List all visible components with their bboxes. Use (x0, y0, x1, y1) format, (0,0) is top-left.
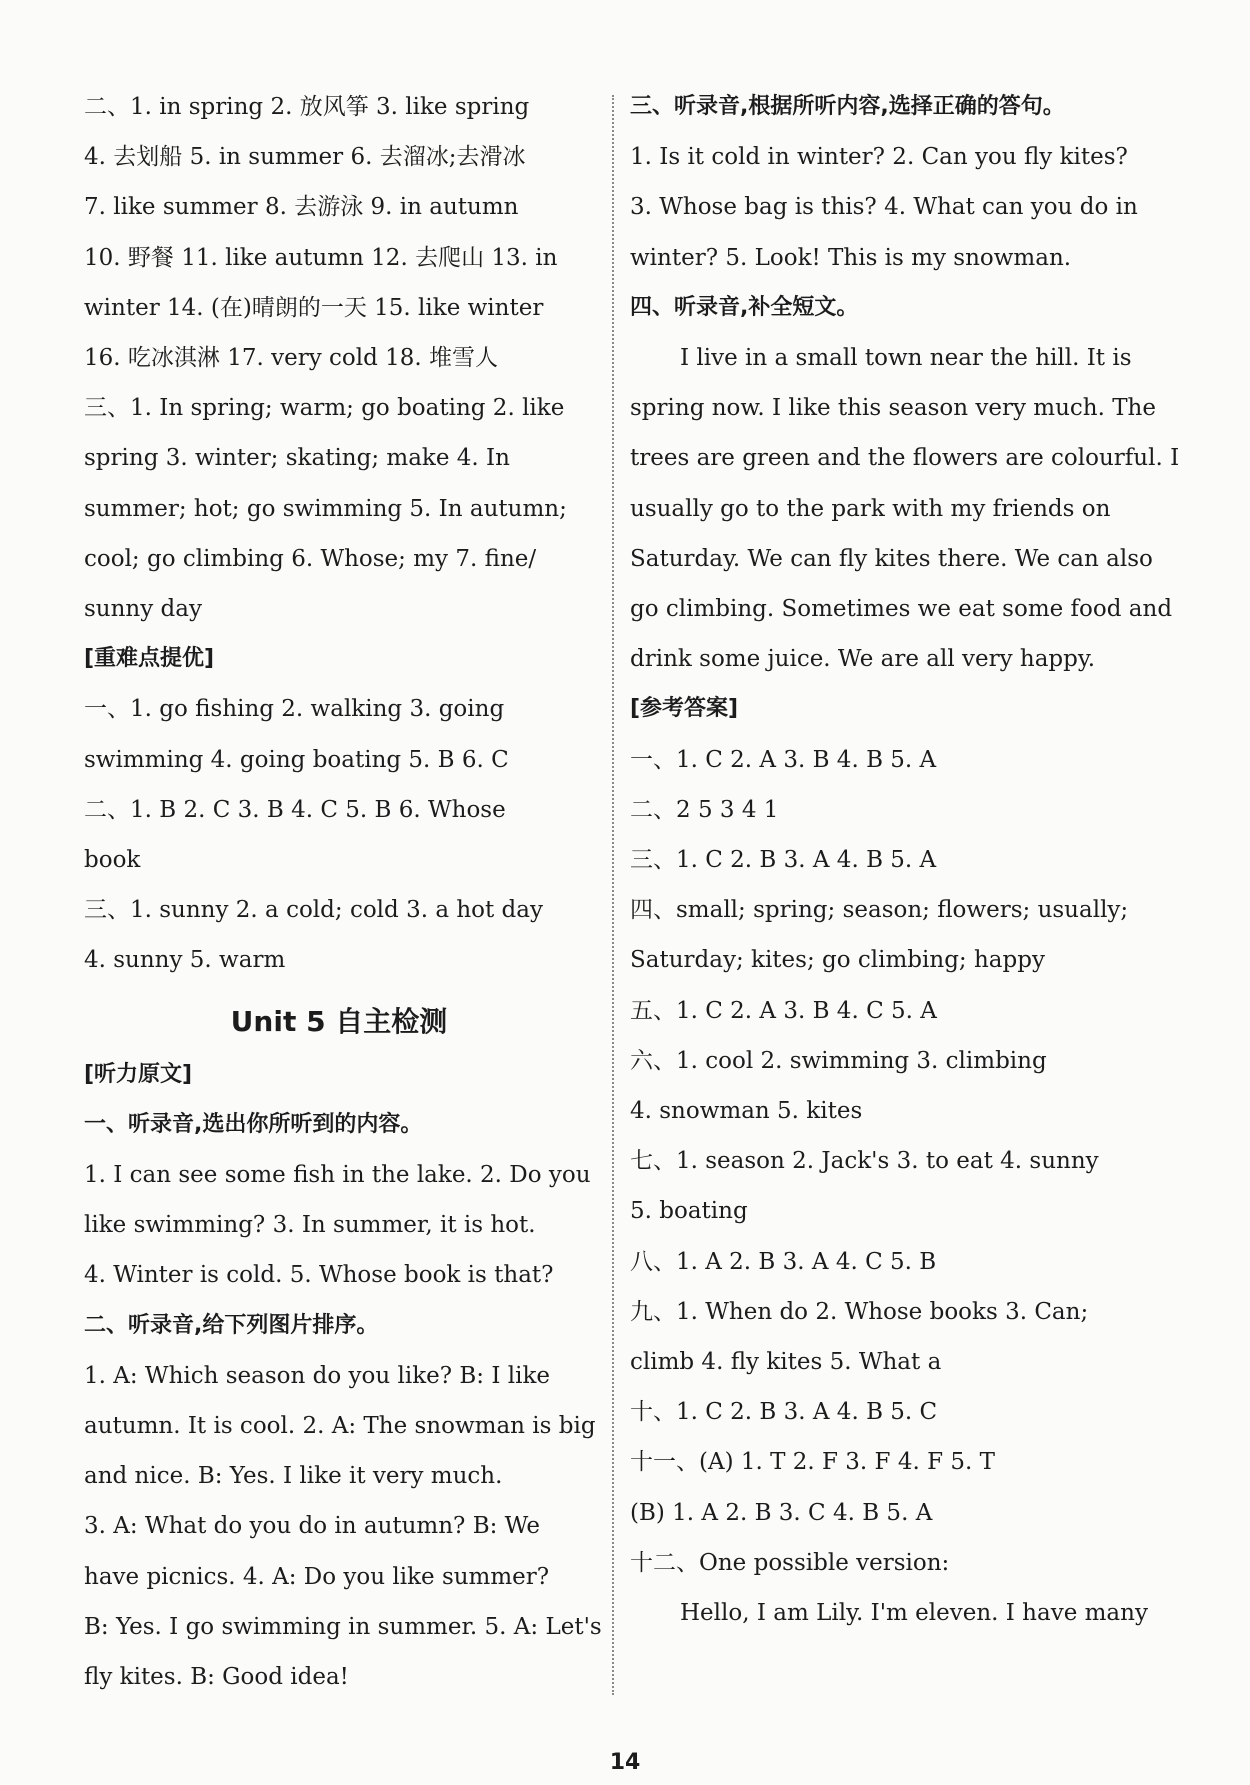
text-line: 十、1. C 2. B 3. A 4. B 5. C (630, 1399, 938, 1426)
section-heading: [重难点提优] (84, 646, 215, 672)
text-line: 十一、(A) 1. T 2. F 3. F 4. F 5. T (630, 1449, 995, 1476)
text-line: 九、1. When do 2. Whose books 3. Can; (630, 1298, 1089, 1325)
text-line: 二、1. B 2. C 3. B 4. C 5. B 6. Whose (84, 796, 506, 823)
text-line: book (84, 847, 141, 874)
text-line: swimming 4. going boating 5. B 6. C (84, 746, 509, 773)
unit-title: Unit 5 自主检测 (230, 1004, 448, 1038)
column-divider (612, 95, 614, 1695)
text-line: 1. A: Which season do you like? B: I like (84, 1362, 551, 1389)
text-line: 4. snowman 5. kites (630, 1098, 863, 1125)
text-line: spring now. I like this season very much. The (630, 395, 1156, 422)
text-line: drink some juice. We are all very happy. (630, 646, 1096, 673)
section-heading: [参考答案] (630, 696, 739, 722)
text-line: 五、1. C 2. A 3. B 4. C 5. A (630, 997, 937, 1024)
text-line: 4. 去划船 5. in summer 6. 去溜冰;去滑冰 (84, 144, 526, 171)
left-column (84, 82, 602, 1702)
text-line: summer; hot; go swimming 5. In autumn; (84, 495, 567, 522)
text-line: 三、1. In spring; warm; go boating 2. like (84, 395, 565, 422)
text-line: 10. 野餐 11. like autumn 12. 去爬山 13. in (84, 244, 558, 271)
text-line: B: Yes. I go swimming in summer. 5. A: Let's (84, 1613, 602, 1640)
text-line: autumn. It is cool. 2. A: The snowman is big (84, 1413, 596, 1440)
text-line: 3. Whose bag is this? 4. What can you do in (630, 194, 1138, 221)
section-heading: 二、听录音,给下列图片排序。 (84, 1312, 379, 1338)
text-line: I live in a small town near the hill. It is (680, 345, 1132, 372)
text-line: 16. 吃冰淇淋 17. very cold 18. 堆雪人 (84, 345, 498, 372)
text-line: Saturday; kites; go climbing; happy (630, 947, 1045, 974)
section-heading: 三、听录音,根据所听内容,选择正确的答句。 (630, 94, 1065, 119)
text-line: 7. like summer 8. 去游泳 9. in autumn (84, 194, 519, 221)
text-line: 1. I can see some fish in the lake. 2. Do you (84, 1162, 591, 1189)
text-line: 1. Is it cold in winter? 2. Can you fly kites? (630, 144, 1128, 171)
text-line: winter 14. (在)晴朗的一天 15. like winter (84, 294, 544, 321)
text-line: Hello, I am Lily. I'm eleven. I have many (680, 1600, 1148, 1627)
text-line: 十二、One possible version: (630, 1549, 950, 1576)
text-line: 一、1. C 2. A 3. B 4. B 5. A (630, 746, 937, 773)
text-line: 3. A: What do you do in autumn? B: We (84, 1513, 541, 1540)
text-line: spring 3. winter; skating; make 4. In (84, 445, 510, 472)
text-line: climb 4. fly kites 5. What a (630, 1349, 942, 1376)
text-line: have picnics. 4. A: Do you like summer? (84, 1563, 550, 1590)
text-line: 4. sunny 5. warm (84, 947, 286, 974)
text-line: 一、1. go fishing 2. walking 3. going (84, 696, 505, 723)
text-line: 四、small; spring; season; flowers; usually; (630, 897, 1129, 924)
text-line: sunny day (84, 596, 202, 623)
text-line: usually go to the park with my friends on (630, 495, 1111, 522)
text-line: and nice. B: Yes. I like it very much. (84, 1463, 503, 1490)
text-line: 七、1. season 2. Jack's 3. to eat 4. sunny (630, 1148, 1099, 1175)
text-line: go climbing. Sometimes we eat some food and (630, 596, 1173, 623)
page-number: 14 (609, 1750, 641, 1775)
text-line: 三、1. sunny 2. a cold; cold 3. a hot day (84, 897, 543, 924)
text-line: 六、1. cool 2. swimming 3. climbing (630, 1047, 1047, 1074)
text-line: fly kites. B: Good idea! (84, 1664, 349, 1691)
text-line: 三、1. C 2. B 3. A 4. B 5. A (630, 847, 937, 874)
text-line: 4. Winter is cold. 5. Whose book is that? (84, 1262, 554, 1289)
text-line: Saturday. We can fly kites there. We can also (630, 545, 1153, 572)
text-line: cool; go climbing 6. Whose; my 7. fine/ (84, 545, 537, 572)
section-heading: [听力原文] (84, 1061, 193, 1087)
text-line: 八、1. A 2. B 3. A 4. C 5. B (630, 1248, 937, 1275)
text-line: (B) 1. A 2. B 3. C 4. B 5. A (630, 1499, 933, 1526)
text-line: 二、2 5 3 4 1 (630, 796, 779, 823)
section-heading: 一、听录音,选出你所听到的内容。 (84, 1111, 423, 1137)
right-column (630, 82, 1180, 1638)
text-line: winter? 5. Look! This is my snowman. (630, 244, 1072, 271)
text-line: trees are green and the flowers are colourful. I (630, 445, 1180, 472)
text-line: 5. boating (630, 1198, 748, 1225)
text-line: like swimming? 3. In summer, it is hot. (84, 1212, 536, 1239)
text-line: 二、1. in spring 2. 放风筝 3. like spring (84, 94, 530, 120)
section-heading: 四、听录音,补全短文。 (630, 294, 859, 320)
